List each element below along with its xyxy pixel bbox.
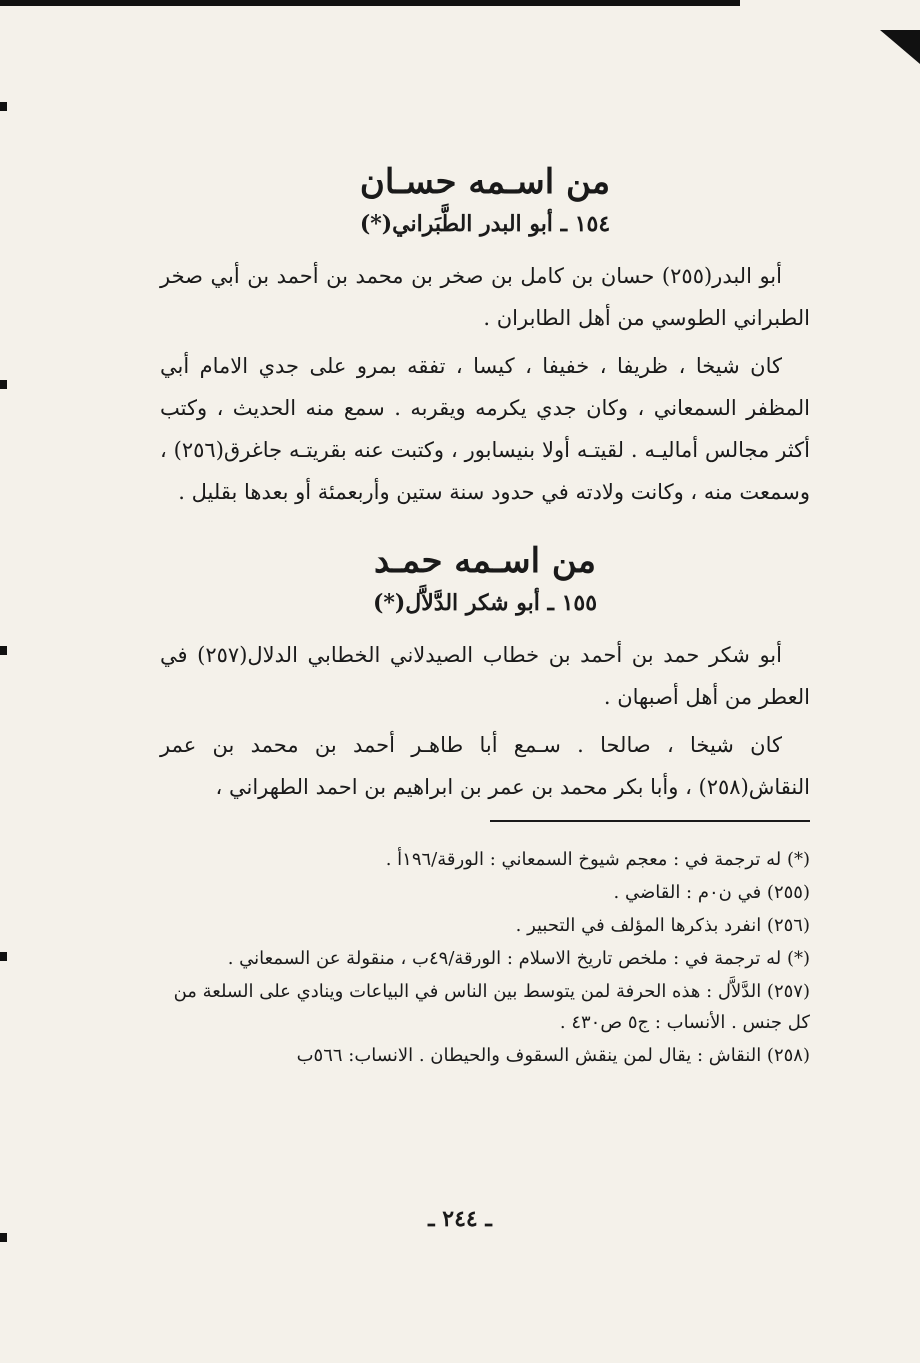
paragraph: كان شيخا ، صالحا . سـمع أبا طاهـر أحمد بن محمد بن عمر النقاش(٢٥٨) ، وأبا بكر محمد بن عمر بن ابراهيم بن احمد الطهراني ، [160,733,810,800]
page-body [160,160,810,1073]
footnote: (٢٥٥) في ن٠م : القاضي . [613,882,810,904]
page-number: ـ ٢٤٤ ـ [428,1206,492,1232]
binding-mark [0,380,7,389]
binding-mark [0,1233,7,1242]
binding-mark [0,646,7,655]
section-heading-hamd: من اسـمه حمـد [373,541,597,582]
binding-mark [0,952,7,961]
paragraph: أبو البدر(٢٥٥) حسان بن كامل بن صخر بن محمد بن أحمد بن أبي صخر الطبراني الطوسي من أهل الطابران . [160,264,810,331]
footnote: (*) له ترجمة في : ملخص تاريخ الاسلام : الورقة/٤٩ب ، منقولة عن السمعاني . [227,948,810,970]
corner-marker [880,30,920,64]
footnote: (٢٥٧) الدَّلاَّل : هذه الحرفة لمن يتوسط بين الناس في البياعات وينادي على السلعة من كل جنس . الأنساب : ج٥ ص٤٣٠ . [173,981,810,1034]
footnote: (٢٥٦) انفرد بذكرها المؤلف في التحبير . [515,915,810,937]
section-heading-hassan: من اسـمه حسـان [359,162,611,202]
footnote: (*) له ترجمة في : معجم شيوخ السمعاني : الورقة/١٩٦أ . [385,849,810,871]
footnote-divider [490,820,810,822]
binding-mark [0,102,7,111]
footnotes [160,844,810,1071]
scan-edge-line [0,0,740,6]
entry-title-154: ١٥٤ ـ أبو البدر الطَّبَراني(*) [359,211,611,238]
entry-title-155: ١٥٥ ـ أبو شكر الدَّلاَّل(*) [372,590,598,617]
footnote: (٢٥٨) النقاش : يقال لمن ينقش السقوف والحيطان . الانساب: ٥٦٦ب [296,1045,810,1067]
paragraph: أبو شكر حمد بن أحمد بن خطاب الصيدلاني الخطابي الدلال(٢٥٧) في العطر من أهل أصبهان . [160,643,810,710]
paragraph: كان شيخا ، ظريفا ، خفيفا ، كيسا ، تفقه بمرو على جدي الامام أبي المظفر السمعاني ، وكان جدي يكرمه ويقربه . سمع منه الحديث ، وكتب أكثر مجالس أماليـه . لقيتـه أولا بنيسابور ، وكتبت عنه بقريتـه جاغرق(٢٥٦) ، وسمعت منه ، وكانت ولادته في حدود سنة ستين وأربعمئة أو بعدها بقليل . [160,354,810,505]
